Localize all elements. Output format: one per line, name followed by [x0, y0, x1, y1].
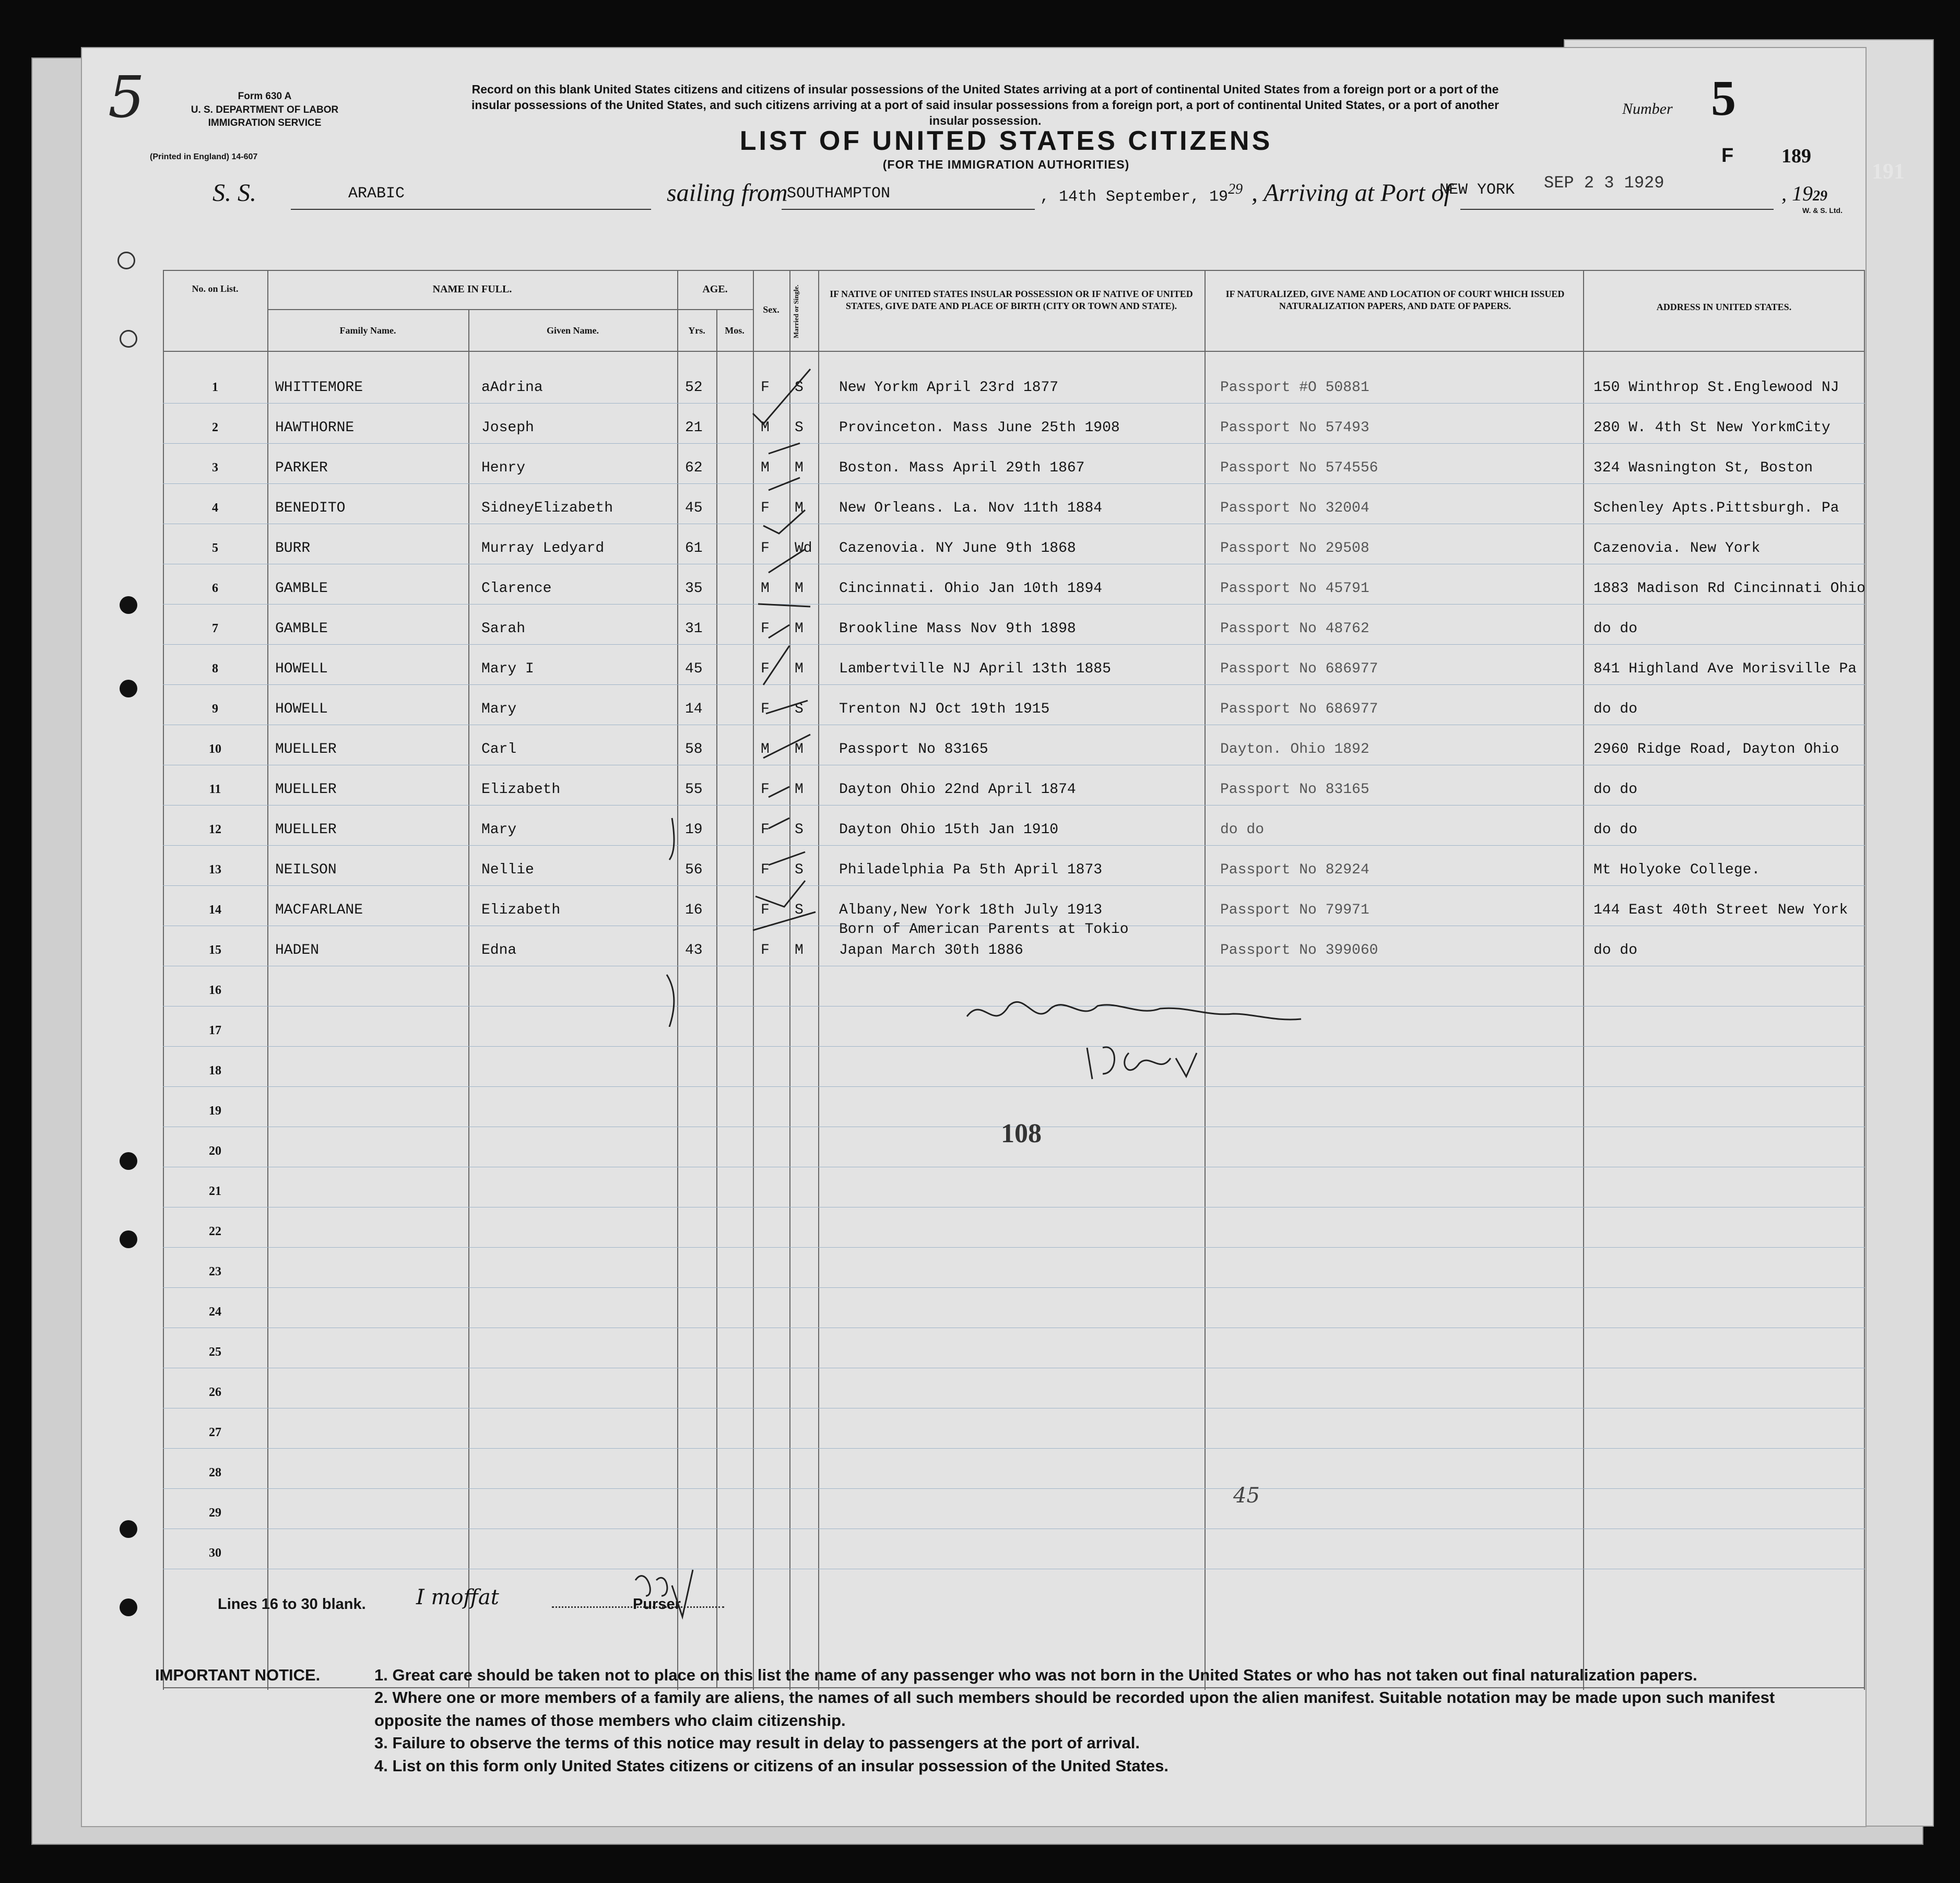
- arrival-underline: [1460, 209, 1774, 210]
- ss-label: S. S.: [212, 179, 256, 207]
- given-name: Mary: [481, 701, 517, 717]
- marital-status: M: [795, 500, 804, 516]
- row-number: 3: [212, 461, 218, 475]
- birth-info: New Orleans. La. Nov 11th 1884: [839, 500, 1103, 516]
- family-name: BENEDITO: [275, 500, 346, 516]
- sex: F: [761, 902, 770, 918]
- col-line: [468, 309, 469, 1687]
- punch-hole: [120, 1230, 137, 1248]
- family-name: BURR: [275, 540, 311, 556]
- sailing-year: 29: [1228, 181, 1243, 197]
- sex: M: [761, 420, 770, 436]
- arrival-year: [1781, 181, 1827, 206]
- birth-info: Provinceton. Mass June 25th 1908: [839, 420, 1120, 436]
- table-top-border: [163, 270, 1865, 271]
- sailing-date-text: , 14th September, 19: [1040, 188, 1229, 206]
- birth-info: Japan March 30th 1886: [839, 942, 1023, 958]
- from-underline: [782, 209, 1035, 210]
- header-address: ADDRESS IN UNITED STATES.: [1656, 302, 1792, 312]
- address: do do: [1593, 822, 1638, 838]
- sex: F: [761, 862, 770, 878]
- age-years: 56: [685, 862, 703, 878]
- age-years: 52: [685, 380, 703, 396]
- blank-row-number: 21: [209, 1185, 221, 1198]
- address: Mt Holyoke College.: [1593, 862, 1761, 878]
- sex: F: [761, 500, 770, 516]
- manifest-page: [81, 47, 1867, 1827]
- birth-info: Albany,New York 18th July 1913: [839, 902, 1103, 918]
- header-married: Married or Single.: [792, 285, 800, 339]
- punch-hole: [120, 1598, 137, 1616]
- punch-hole: [117, 252, 135, 269]
- given-name: Carl: [481, 741, 517, 757]
- number-label: Number: [1622, 100, 1673, 117]
- sex: F: [761, 621, 770, 637]
- printed-note: (Printed in England) 14-607: [150, 152, 258, 161]
- sex: M: [761, 741, 770, 757]
- punch-hole: [120, 330, 137, 348]
- given-name: Nellie: [481, 862, 534, 878]
- blank-row-number: 16: [209, 984, 221, 997]
- marital-status: M: [795, 661, 804, 677]
- blank-row-number: 18: [209, 1064, 221, 1077]
- table-header-border: [163, 351, 1865, 352]
- given-name: Murray Ledyard: [481, 540, 605, 556]
- marital-status: S: [795, 380, 804, 396]
- address: 144 East 40th Street New York: [1593, 902, 1848, 918]
- naturalization-info: Passport No 45791: [1220, 581, 1369, 597]
- marital-status: Wd: [795, 540, 812, 556]
- blank-row-number: 17: [209, 1024, 221, 1037]
- marital-status: M: [795, 781, 804, 798]
- address: 1883 Madison Rd Cincinnati Ohio: [1593, 581, 1865, 597]
- marital-status: M: [795, 741, 804, 757]
- row-number: 6: [212, 582, 218, 595]
- number-value: 5: [1711, 70, 1736, 126]
- blank-row-number: 29: [209, 1506, 221, 1520]
- row-number: 2: [212, 421, 218, 434]
- arrival-year-value: 29: [1813, 188, 1827, 204]
- address: do do: [1593, 781, 1638, 798]
- given-name: Mary: [481, 822, 517, 838]
- punch-hole: [120, 680, 137, 697]
- address: Schenley Apts.Pittsburgh. Pa: [1593, 500, 1839, 516]
- naturalization-info: Passport No 29508: [1220, 540, 1369, 556]
- given-name: SidneyElizabeth: [481, 500, 613, 516]
- header-yrs: Yrs.: [688, 325, 705, 336]
- address: Cazenovia. New York: [1593, 540, 1761, 556]
- marital-status: S: [795, 822, 804, 838]
- age-years: 43: [685, 942, 703, 958]
- arriving-label: , Arriving at Port of: [1251, 179, 1451, 207]
- family-name: MUELLER: [275, 781, 337, 798]
- naturalization-info: Passport No 686977: [1220, 701, 1378, 717]
- department: U. S. DEPARTMENT OF LABOR: [191, 104, 339, 115]
- sex: M: [761, 460, 770, 476]
- naturalization-info: Passport #O 50881: [1220, 380, 1369, 396]
- sex: F: [761, 701, 770, 717]
- check-marks: [748, 353, 883, 1006]
- service: IMMIGRATION SERVICE: [208, 117, 322, 129]
- row-number: 15: [209, 943, 221, 957]
- header-mos: Mos.: [725, 325, 745, 336]
- birth-info: Cazenovia. NY June 9th 1868: [839, 540, 1076, 556]
- row-rule: [163, 1488, 1865, 1489]
- col-line: [163, 270, 164, 1690]
- marital-status: S: [795, 420, 804, 436]
- notice-item: 1. Great care should be taken not to place on this list the name of any passenger who was not born in the United States or who has not taken out final naturalization papers.: [374, 1666, 1697, 1684]
- sex: F: [761, 540, 770, 556]
- row-rule: [163, 684, 1865, 685]
- blank-row-number: 22: [209, 1225, 221, 1238]
- marital-status: S: [795, 902, 804, 918]
- from-port: SOUTHAMPTON: [787, 185, 891, 203]
- f-mark: F: [1721, 145, 1734, 167]
- annotation-108: 108: [1001, 1119, 1042, 1148]
- notice-item: 3. Failure to observe the terms of this notice may result in delay to passengers at the port of arrival.: [374, 1734, 1140, 1752]
- marital-status: M: [795, 621, 804, 637]
- address: 280 W. 4th St New YorkmCity: [1593, 420, 1831, 436]
- naturalization-info: Passport No 82924: [1220, 862, 1369, 878]
- age-years: 45: [685, 500, 703, 516]
- row-rule: [163, 845, 1865, 846]
- row-number: 13: [209, 863, 221, 877]
- address: 2960 Ridge Road, Dayton Ohio: [1593, 741, 1839, 757]
- header-naturalized: IF NATURALIZED, GIVE NAME AND LOCATION OF COURT WHICH ISSUED NATURALIZATION PAPERS, AND DATE OF PAPERS.: [1225, 289, 1565, 311]
- row-number: 7: [212, 622, 218, 635]
- naturalization-info: Passport No 399060: [1220, 942, 1378, 958]
- record-text: Record on this blank United States citizens and citizens of insular possessions of the United States arriving at a port of continental United States from a foreign port or a port of the insular possessions of the United States, and such citizens arriving at a port of said insular possessions from a foreign port, a port of continental United States, or a port of another insular possession.: [471, 82, 1499, 127]
- header-family: Family Name.: [339, 325, 396, 336]
- given-name: Sarah: [481, 621, 526, 637]
- address: 150 Winthrop St.Englewood NJ: [1593, 380, 1839, 396]
- sailing-date: [1040, 181, 1243, 206]
- punch-hole: [120, 1520, 137, 1538]
- age-years: 14: [685, 701, 703, 717]
- col-line: [1864, 270, 1865, 1690]
- age-years: 45: [685, 661, 703, 677]
- family-name: HADEN: [275, 942, 320, 958]
- row-number: 12: [209, 823, 221, 836]
- row-rule: [163, 604, 1865, 605]
- notice-items: [374, 1664, 1826, 1777]
- age-years: 21: [685, 420, 703, 436]
- naturalization-info: Passport No 57493: [1220, 420, 1369, 436]
- blank-row-number: 24: [209, 1305, 221, 1319]
- birth-info: Brookline Mass Nov 9th 1898: [839, 621, 1076, 637]
- age-years: 61: [685, 540, 703, 556]
- sex: F: [761, 781, 770, 798]
- birth-info: Philadelphia Pa 5th April 1873: [839, 862, 1103, 878]
- age-years: 62: [685, 460, 703, 476]
- family-name: MUELLER: [275, 822, 337, 838]
- date-stamp: SEP 2 3 1929: [1544, 173, 1664, 193]
- family-name: HOWELL: [275, 701, 328, 717]
- row-rule: [163, 443, 1865, 444]
- header-age: AGE.: [702, 283, 728, 295]
- sailing-label: sailing from: [667, 179, 788, 207]
- row-rule: [163, 1287, 1865, 1288]
- family-name: NEILSON: [275, 862, 337, 878]
- family-name: GAMBLE: [275, 581, 328, 597]
- family-name: MACFARLANE: [275, 902, 363, 918]
- header-sex: Sex.: [763, 304, 780, 315]
- given-name: Edna: [481, 942, 517, 958]
- birth-info: Boston. Mass April 29th 1867: [839, 460, 1085, 476]
- row-number: 14: [209, 903, 221, 917]
- row-number: 8: [212, 662, 218, 676]
- punch-hole: [120, 1152, 137, 1170]
- naturalization-info: Passport No 32004: [1220, 500, 1369, 516]
- birth-info-line: Born of American Parents at Tokio: [839, 921, 1129, 938]
- header-name: NAME IN FULL.: [432, 283, 512, 295]
- row-rule: [163, 403, 1865, 404]
- sex: M: [761, 581, 770, 597]
- arrival-port: NEW YORK: [1439, 181, 1515, 199]
- address: do do: [1593, 942, 1638, 958]
- row-rule: [163, 483, 1865, 484]
- birth-info: New Yorkm April 23rd 1877: [839, 380, 1059, 396]
- purser-signature: I moffat: [416, 1585, 499, 1609]
- row-rule: [163, 644, 1865, 645]
- bracket-marks: [651, 808, 682, 1027]
- family-name: HAWTHORNE: [275, 420, 355, 436]
- naturalization-info: Dayton. Ohio 1892: [1220, 741, 1369, 757]
- address: 324 Wasnington St, Boston: [1593, 460, 1813, 476]
- blank-row-number: 23: [209, 1265, 221, 1278]
- page-number-189: 189: [1781, 145, 1811, 167]
- given-name: Joseph: [481, 420, 534, 436]
- naturalization-info: Passport No 83165: [1220, 781, 1369, 798]
- blank-row-number: 20: [209, 1144, 221, 1158]
- blank-row-number: 19: [209, 1104, 221, 1118]
- annotation-45: 45: [1233, 1484, 1260, 1508]
- blank-row-number: 26: [209, 1385, 221, 1399]
- birth-info: Trenton NJ Oct 19th 1915: [839, 701, 1050, 717]
- purser-label: Purser: [633, 1596, 681, 1613]
- family-name: HOWELL: [275, 661, 328, 677]
- name-subheader-line: [267, 309, 677, 310]
- age-years: 55: [685, 781, 703, 798]
- blank-row-number: 27: [209, 1426, 221, 1439]
- ship-underline: [291, 209, 651, 210]
- row-rule: [163, 1448, 1865, 1449]
- passenger-table: [163, 270, 1865, 1690]
- naturalization-info: Passport No 48762: [1220, 621, 1369, 637]
- given-name: Clarence: [481, 581, 552, 597]
- birth-info: Dayton Ohio 15th Jan 1910: [839, 822, 1059, 838]
- naturalization-info: Passport No 79971: [1220, 902, 1369, 918]
- header-given: Given Name.: [547, 325, 599, 336]
- col-line: [1583, 270, 1584, 1690]
- form-number: Form 630 A: [238, 91, 292, 102]
- notice-item: 4. List on this form only United States citizens or citizens of an insular possession of the United States.: [374, 1756, 1168, 1775]
- page-number-191: 191: [1872, 160, 1905, 184]
- row-number: 4: [212, 501, 218, 515]
- header-native: IF NATIVE OF UNITED STATES INSULAR POSSESSION OR IF NATIVE OF UNITED STATES, GIVE DATE AND PLACE OF BIRTH (CITY OR TOWN AND STATE).: [830, 289, 1193, 311]
- row-rule: [163, 1247, 1865, 1248]
- given-name: Mary I: [481, 661, 534, 677]
- important-notice: [155, 1664, 1826, 1777]
- row-number: 10: [209, 742, 221, 756]
- age-subheader-line: [677, 309, 753, 310]
- given-name: aAdrina: [481, 380, 543, 396]
- row-rule: [163, 805, 1865, 806]
- blank-row-number: 28: [209, 1466, 221, 1479]
- row-number: 5: [212, 541, 218, 555]
- age-years: 19: [685, 822, 703, 838]
- arrival-year-prefix: , 19: [1781, 182, 1813, 205]
- notice-item: 2. Where one or more members of a family are aliens, the names of all such members should be recorded upon the alien manifest. Suitable notation may be made upon such manifest opposite the names of those members who claim citizenship.: [374, 1688, 1775, 1730]
- birth-info: Cincinnati. Ohio Jan 10th 1894: [839, 581, 1103, 597]
- age-years: 58: [685, 741, 703, 757]
- purser-initials: [630, 1565, 698, 1622]
- family-name: PARKER: [275, 460, 328, 476]
- page-title: LIST OF UNITED STATES CITIZENS: [739, 126, 1273, 156]
- given-name: Elizabeth: [481, 781, 561, 798]
- row-number: 1: [212, 381, 218, 394]
- sex: F: [761, 822, 770, 838]
- col-line: [716, 309, 717, 1687]
- birth-info: Passport No 83165: [839, 741, 988, 757]
- footer-text: Lines 16 to 30 blank.: [218, 1596, 366, 1613]
- age-years: 16: [685, 902, 703, 918]
- family-name: WHITTEMORE: [275, 380, 363, 396]
- marital-status: S: [795, 701, 804, 717]
- handwritten-mark: 5: [108, 64, 145, 131]
- marital-status: S: [795, 862, 804, 878]
- sex: F: [761, 380, 770, 396]
- address: do do: [1593, 621, 1638, 637]
- col-line: [1205, 270, 1206, 1690]
- blank-row-number: 25: [209, 1345, 221, 1359]
- blank-row-number: 30: [209, 1546, 221, 1560]
- page-subtitle: (FOR THE IMMIGRATION AUTHORITIES): [882, 158, 1130, 171]
- age-years: 35: [685, 581, 703, 597]
- form-header: [176, 90, 353, 130]
- punch-hole: [120, 596, 137, 614]
- address: 841 Highland Ave Morisville Pa: [1593, 661, 1857, 677]
- row-rule: [163, 885, 1865, 886]
- printer-mark: W. & S. Ltd.: [1802, 206, 1843, 215]
- birth-info: Dayton Ohio 22nd April 1874: [839, 781, 1076, 798]
- sex: F: [761, 661, 770, 677]
- address: do do: [1593, 701, 1638, 717]
- family-name: GAMBLE: [275, 621, 328, 637]
- header-no: No. on List.: [192, 283, 239, 294]
- marital-status: M: [795, 942, 804, 958]
- given-name: Elizabeth: [481, 902, 561, 918]
- age-years: 31: [685, 621, 703, 637]
- handwritten-signature: [962, 985, 1327, 1100]
- family-name: MUELLER: [275, 741, 337, 757]
- birth-info: Lambertville NJ April 13th 1885: [839, 661, 1111, 677]
- notice-heading: IMPORTANT NOTICE.: [155, 1666, 321, 1684]
- row-number: 11: [209, 783, 221, 796]
- sex: F: [761, 942, 770, 958]
- given-name: Henry: [481, 460, 526, 476]
- col-line: [267, 270, 268, 1690]
- naturalization-info: Passport No 574556: [1220, 460, 1378, 476]
- marital-status: M: [795, 460, 804, 476]
- naturalization-info: Passport No 686977: [1220, 661, 1378, 677]
- marital-status: M: [795, 581, 804, 597]
- naturalization-info: do do: [1220, 822, 1265, 838]
- row-number: 9: [212, 702, 218, 716]
- ship-name: ARABIC: [348, 185, 405, 203]
